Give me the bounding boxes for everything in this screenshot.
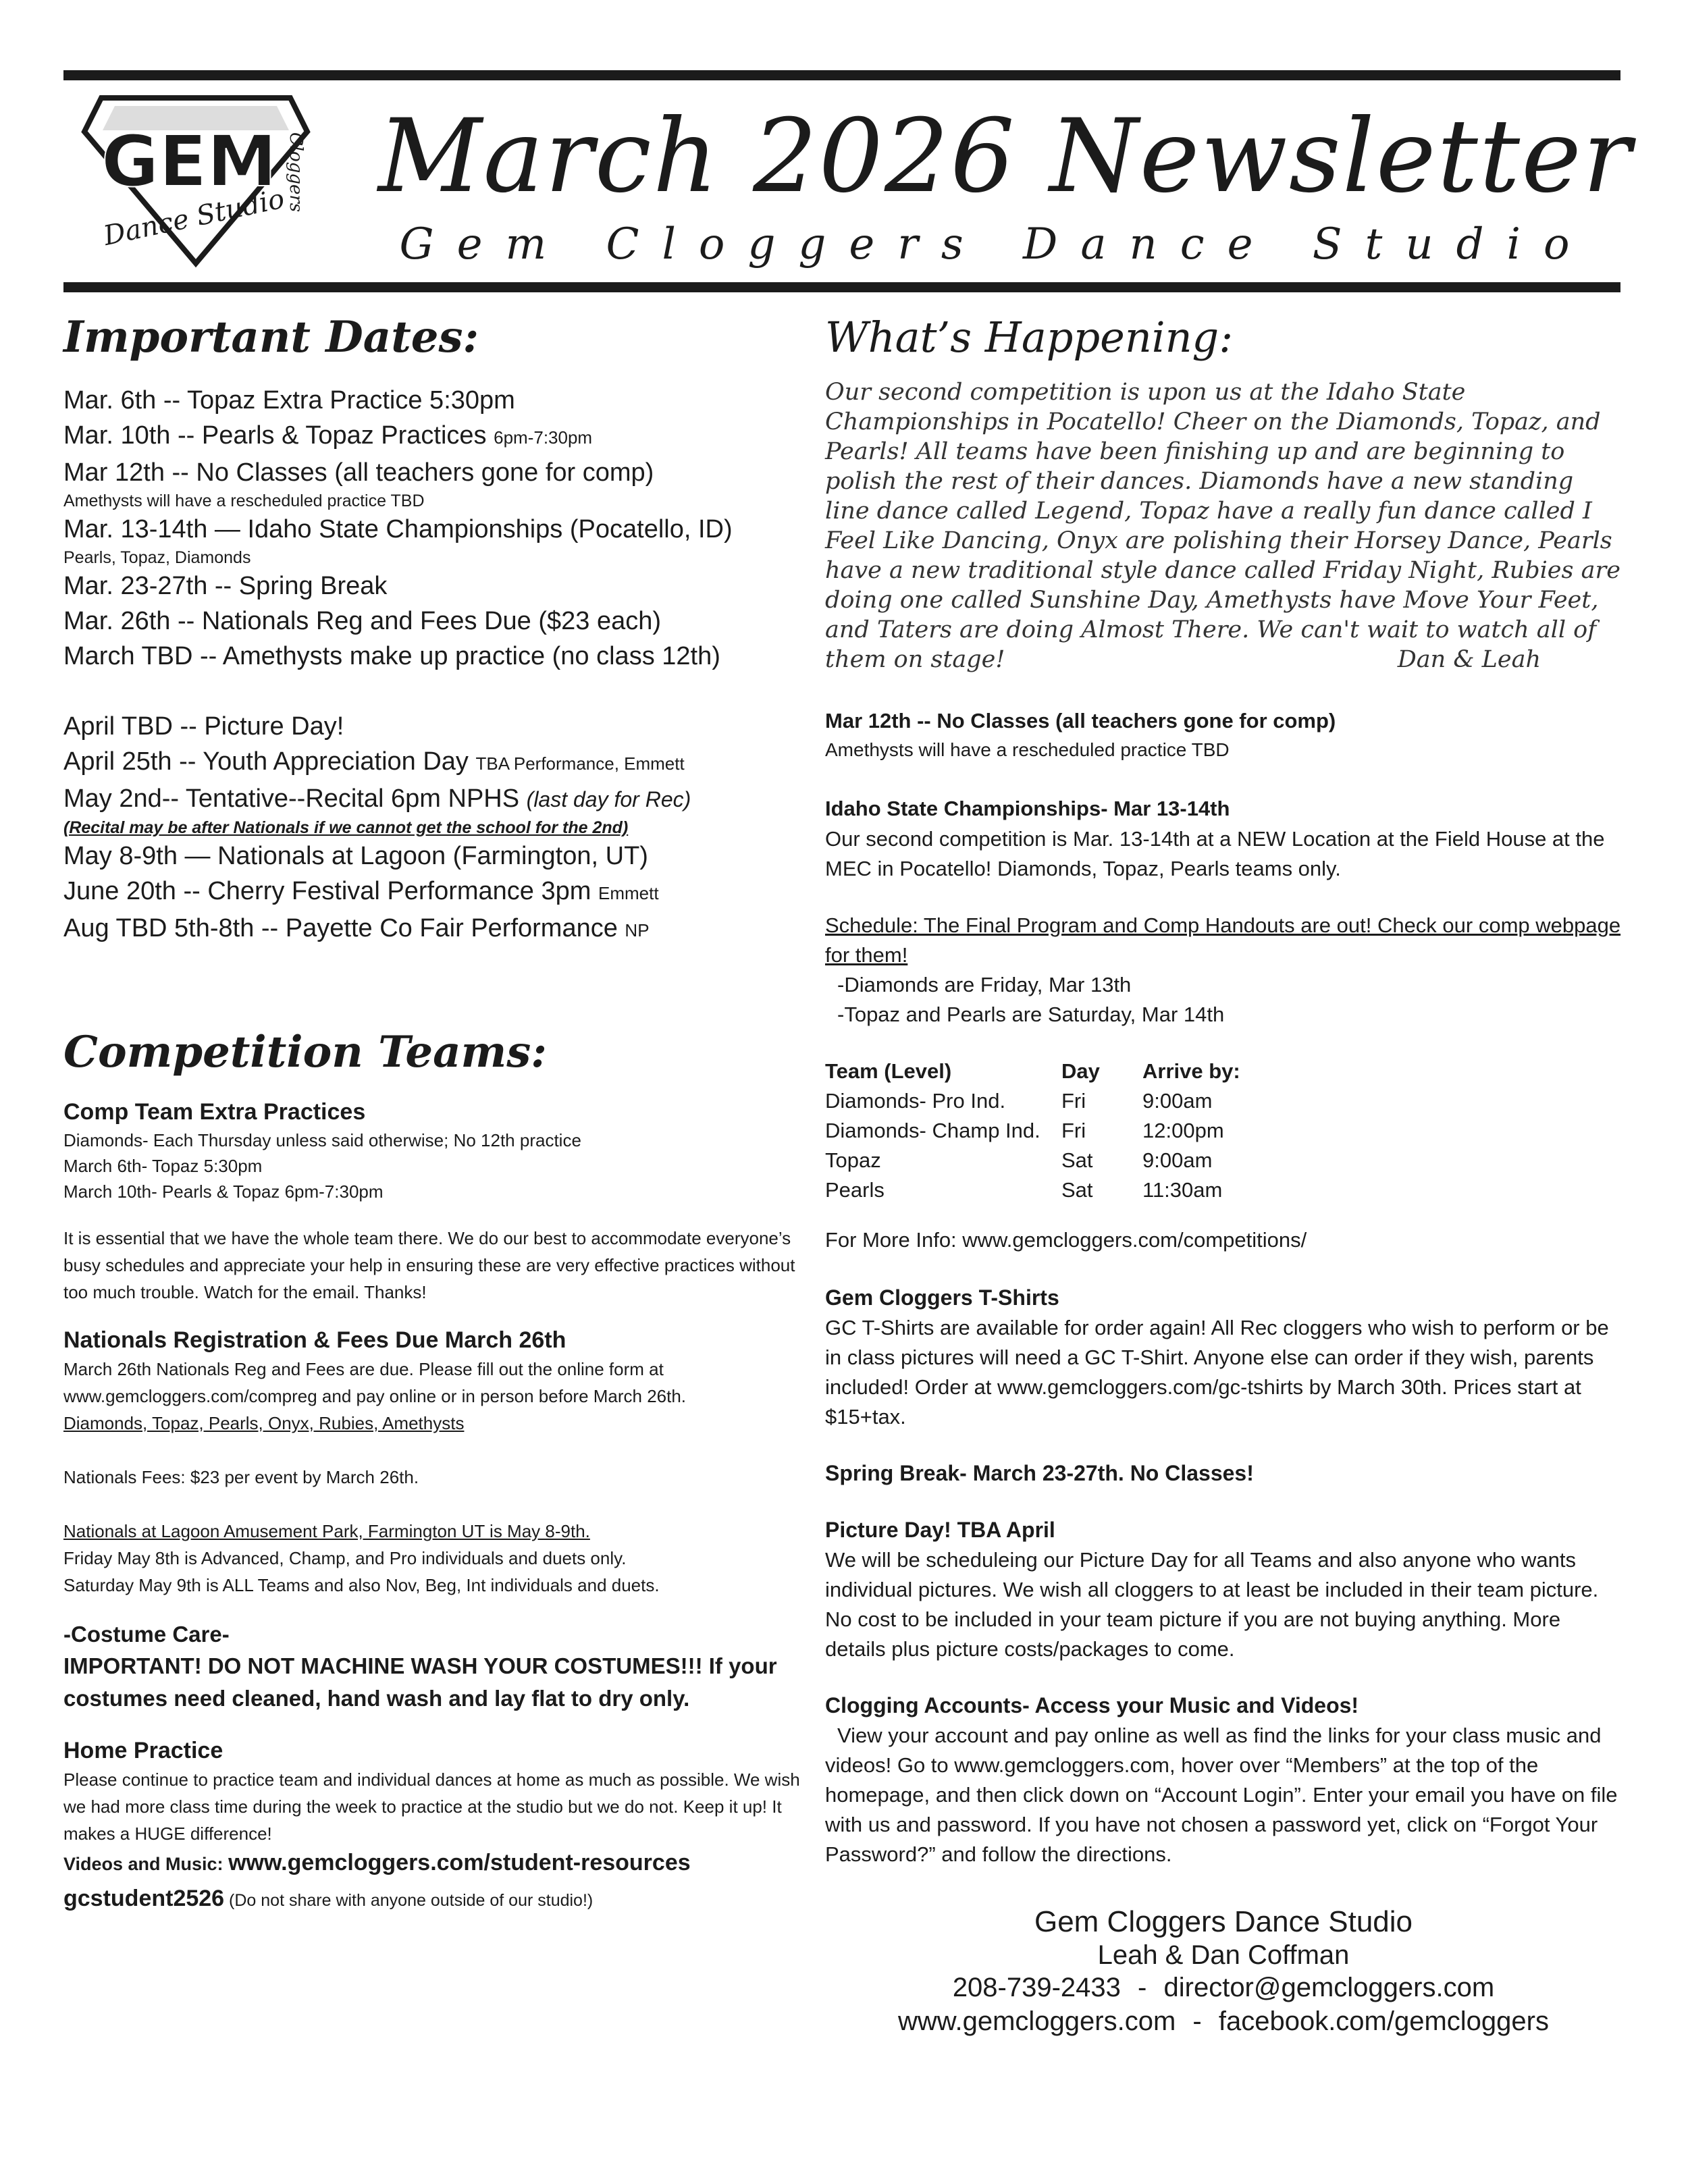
picture-day-heading: Picture Day! TBA April: [825, 1518, 1055, 1542]
nationals-teams: Diamonds, Topaz, Pearls, Onyx, Rubies, Amethysts: [63, 1413, 465, 1433]
extra-practice-line: March 10th- Pearls & Topaz 6pm-7:30pm: [63, 1181, 384, 1202]
footer-owners: Leah & Dan Coffman: [1097, 1940, 1350, 1970]
password-line: gcstudent2526 (Do not share with anyone outside of our studio!): [63, 1886, 594, 1911]
tshirt-paragraph: GC T-Shirts are available for order again! All Rec cloggers who wish to perform or be in class pictures will need a GC T-Shirt. Anyone else can order if they wish, parents included! Order at www.gemcloggers.com/gc-tshirts by March 30th. Prices start at $15+tax.: [825, 1316, 1609, 1429]
table-cell: Topaz: [825, 1148, 881, 1172]
header-bottom-rule: [63, 282, 1620, 292]
table-cell: 12:00pm: [1142, 1119, 1224, 1142]
costume-heading: -Costume Care-: [63, 1622, 230, 1647]
table-cell: Sat: [1061, 1148, 1093, 1172]
date-item: Aug TBD 5th-8th -- Payette Co Fair Performance NP: [63, 914, 650, 942]
logo-side-text: Cloggers: [286, 132, 306, 213]
table-cell: Fri: [1061, 1089, 1086, 1113]
schedule-notice: Schedule: The Final Program and Comp Handouts are out! Check our comp webpage for them!: [825, 913, 1621, 967]
table-cell: Diamonds- Pro Ind.: [825, 1089, 1006, 1113]
date-item: April 25th -- Youth Appreciation Day TBA Performance, Emmett: [63, 747, 685, 776]
more-info-link[interactable]: For More Info: www.gemcloggers.com/competitions/: [825, 1228, 1307, 1252]
footer-studio-name: Gem Cloggers Dance Studio: [1034, 1905, 1413, 1938]
extra-practice-line: Diamonds- Each Thursday unless said otherwise; No 12th practice: [63, 1130, 581, 1150]
date-item: Mar 12th -- No Classes (all teachers gone for comp): [63, 458, 654, 487]
footer-phone[interactable]: 208-739-2433: [952, 1973, 1121, 2002]
whats-happening-paragraph: Our second competition is upon us at the Idaho State Championships in Pocatello! Cheer on the Diamonds, Topaz, and Pearls! All teams have been finishing up and are beginning to polish the rest of their dances. Diamonds have a new standing line dance called Legend, Topaz have a really fun dance called I Feel Like Dancing, Onyx are polishing their Horsey Dance, Pearls have a new traditional style dance called Friday Night, Rubies are doing one called Sunshine Day, Amethysts have Move Your Feet, and Taters are doing Almost There. We can't wait to watch all of them on stage!: [825, 379, 1620, 673]
lagoon-line: Nationals at Lagoon Amusement Park, Farmington UT is May 8-9th.: [63, 1521, 590, 1541]
footer-contact: [825, 1905, 1622, 2038]
extra-practice-line: March 6th- Topaz 5:30pm: [63, 1156, 263, 1176]
table-cell: Fri: [1061, 1119, 1086, 1142]
date-item: Mar. 26th -- Nationals Reg and Fees Due ($23 each): [63, 607, 662, 635]
footer-phone-email: 208-739-2433 - director@gemcloggers.com: [952, 1973, 1495, 2002]
accounts-paragraph: View your account and pay online as well as find the links for your class music and videos! Go to www.gemcloggers.com, hover over “Members” at the top of the homepage, and then click down on “Account Login”. Enter your email you have on file with us and password. If you have not chosen a password yet, click on “Forgot Your Password?” and follow the directions.: [825, 1724, 1618, 1866]
table-row: [825, 1086, 1240, 1116]
extra-practices-heading: Comp Team Extra Practices: [63, 1099, 366, 1125]
table-cell: 9:00am: [1142, 1148, 1213, 1172]
date-note: (Recital may be after Nationals if we cannot get the school for the 2nd): [63, 818, 629, 837]
table-cell: 11:30am: [1142, 1178, 1223, 1202]
table-cell: Diamonds- Champ Ind.: [825, 1119, 1040, 1142]
gem-logo: [74, 91, 317, 273]
costume-warning: IMPORTANT! DO NOT MACHINE WASH YOUR COSTUMES!!! If your costumes need cleaned, hand wash and lay flat to dry only.: [63, 1653, 777, 1711]
table-header: Team (Level): [825, 1059, 952, 1083]
no-classes-text: Amethysts will have a rescheduled practice TBD: [825, 739, 1230, 760]
picture-day-paragraph: We will be scheduleing our Picture Day for all Teams and also anyone who wants individual pictures. We wish all cloggers to at least be included in their team picture. No cost to be included in your team picture if you are not buying anything. More details plus picture costs/packages to come.: [825, 1548, 1599, 1661]
table-row: [825, 1146, 1240, 1175]
footer-web: www.gemcloggers.com - facebook.com/gemcloggers: [898, 2006, 1549, 2036]
table-header: Day: [1061, 1059, 1100, 1083]
signature: Dan & Leah: [1397, 646, 1541, 673]
table-row: [825, 1175, 1240, 1205]
table-cell: Pearls: [825, 1178, 885, 1202]
right-column: [825, 307, 1622, 2038]
date-note: Amethysts will have a rescheduled practice TBD: [63, 491, 425, 510]
idaho-paragraph: Our second competition is Mar. 13-14th at a NEW Location at the Field House at the MEC in Pocatello! Diamonds, Topaz, Pearls teams only.: [825, 827, 1605, 880]
header-top-rule: [63, 70, 1620, 80]
tshirt-heading: Gem Cloggers T-Shirts: [825, 1285, 1059, 1310]
table-cell: 9:00am: [1142, 1089, 1213, 1113]
logo-sub-text: Dance Studio: [101, 183, 288, 252]
spring-break-heading: Spring Break- March 23-27th. No Classes!: [825, 1461, 1254, 1485]
table-cell: Sat: [1061, 1178, 1093, 1202]
home-practice-paragraph: Please continue to practice team and individual dances at home as much as possible. We wish we had more class time during the week to practice at the studio but we do not. Keep it up! It makes a HUGE difference!: [63, 1769, 800, 1844]
date-item: Mar. 10th -- Pearls & Topaz Practices 6pm-7:30pm: [63, 421, 593, 450]
footer-facebook-link[interactable]: facebook.com/gemcloggers: [1218, 2006, 1549, 2036]
lagoon-friday: Friday May 8th is Advanced, Champ, and Pro individuals and duets only.: [63, 1548, 627, 1568]
date-item: Mar. 6th -- Topaz Extra Practice 5:30pm: [63, 386, 515, 415]
date-item: June 20th -- Cherry Festival Performance 3pm Emmett: [63, 877, 659, 905]
newsletter-subtitle: Gem Cloggers Dance Studio: [399, 219, 1593, 269]
left-column: [63, 307, 813, 1919]
nationals-heading: Nationals Registration & Fees Due March 26th: [63, 1327, 566, 1353]
lagoon-saturday: Saturday May 9th is ALL Teams and also Nov, Beg, Int individuals and duets.: [63, 1575, 660, 1595]
footer-email[interactable]: director@gemcloggers.com: [1163, 1973, 1495, 2002]
schedule-line: -Diamonds are Friday, Mar 13th: [837, 973, 1132, 996]
date-item: May 8-9th — Nationals at Lagoon (Farmington, UT): [63, 842, 648, 870]
whats-happening-heading: What’s Happening:: [825, 313, 1234, 362]
competition-teams-heading: Competition Teams:: [63, 1027, 547, 1077]
date-item: April TBD -- Picture Day!: [63, 712, 344, 741]
logo-main-text: GEM: [101, 120, 277, 203]
home-practice-heading: Home Practice: [63, 1738, 223, 1763]
important-dates-heading: Important Dates:: [63, 312, 479, 363]
essential-paragraph: It is essential that we have the whole team there. We do our best to accommodate everyone’s busy schedules and appreciate your help in ensuring these are very effective practices without too much trouble. Watch for the email. Thanks!: [63, 1228, 795, 1302]
footer-website-link[interactable]: www.gemcloggers.com: [898, 2006, 1176, 2036]
newsletter-title: March 2026 Newsletter: [378, 98, 1633, 215]
date-item: Mar. 23-27th -- Spring Break: [63, 572, 388, 600]
videos-line: Videos and Music: www.gemcloggers.com/student-resources: [63, 1850, 691, 1875]
date-item: March TBD -- Amethysts make up practice (no class 12th): [63, 642, 720, 670]
date-item: May 2nd-- Tentative--Recital 6pm NPHS (last day for Rec): [63, 784, 691, 813]
schedule-line: -Topaz and Pearls are Saturday, Mar 14th: [837, 1003, 1225, 1026]
date-note: Pearls, Topaz, Diamonds: [63, 548, 251, 567]
table-header: Arrive by:: [1142, 1059, 1240, 1083]
idaho-heading: Idaho State Championships- Mar 13-14th: [825, 797, 1230, 820]
date-item: Mar. 13-14th — Idaho State Championships (Pocatello, ID): [63, 515, 733, 543]
nationals-paragraph: March 26th Nationals Reg and Fees are due. Please fill out the online form at www.gemcloggers.com/compreg and pay online or in person before March 26th.: [63, 1359, 687, 1406]
student-resources-link[interactable]: www.gemcloggers.com/student-resources: [228, 1850, 691, 1875]
no-classes-heading: Mar 12th -- No Classes (all teachers gone for comp): [825, 709, 1336, 733]
table-row: [825, 1116, 1240, 1146]
table-header-row: [825, 1057, 1240, 1086]
accounts-heading: Clogging Accounts- Access your Music and Videos!: [825, 1693, 1359, 1717]
arrival-table: [825, 1057, 1240, 1205]
nationals-fees: Nationals Fees: $23 per event by March 26th.: [63, 1467, 419, 1487]
